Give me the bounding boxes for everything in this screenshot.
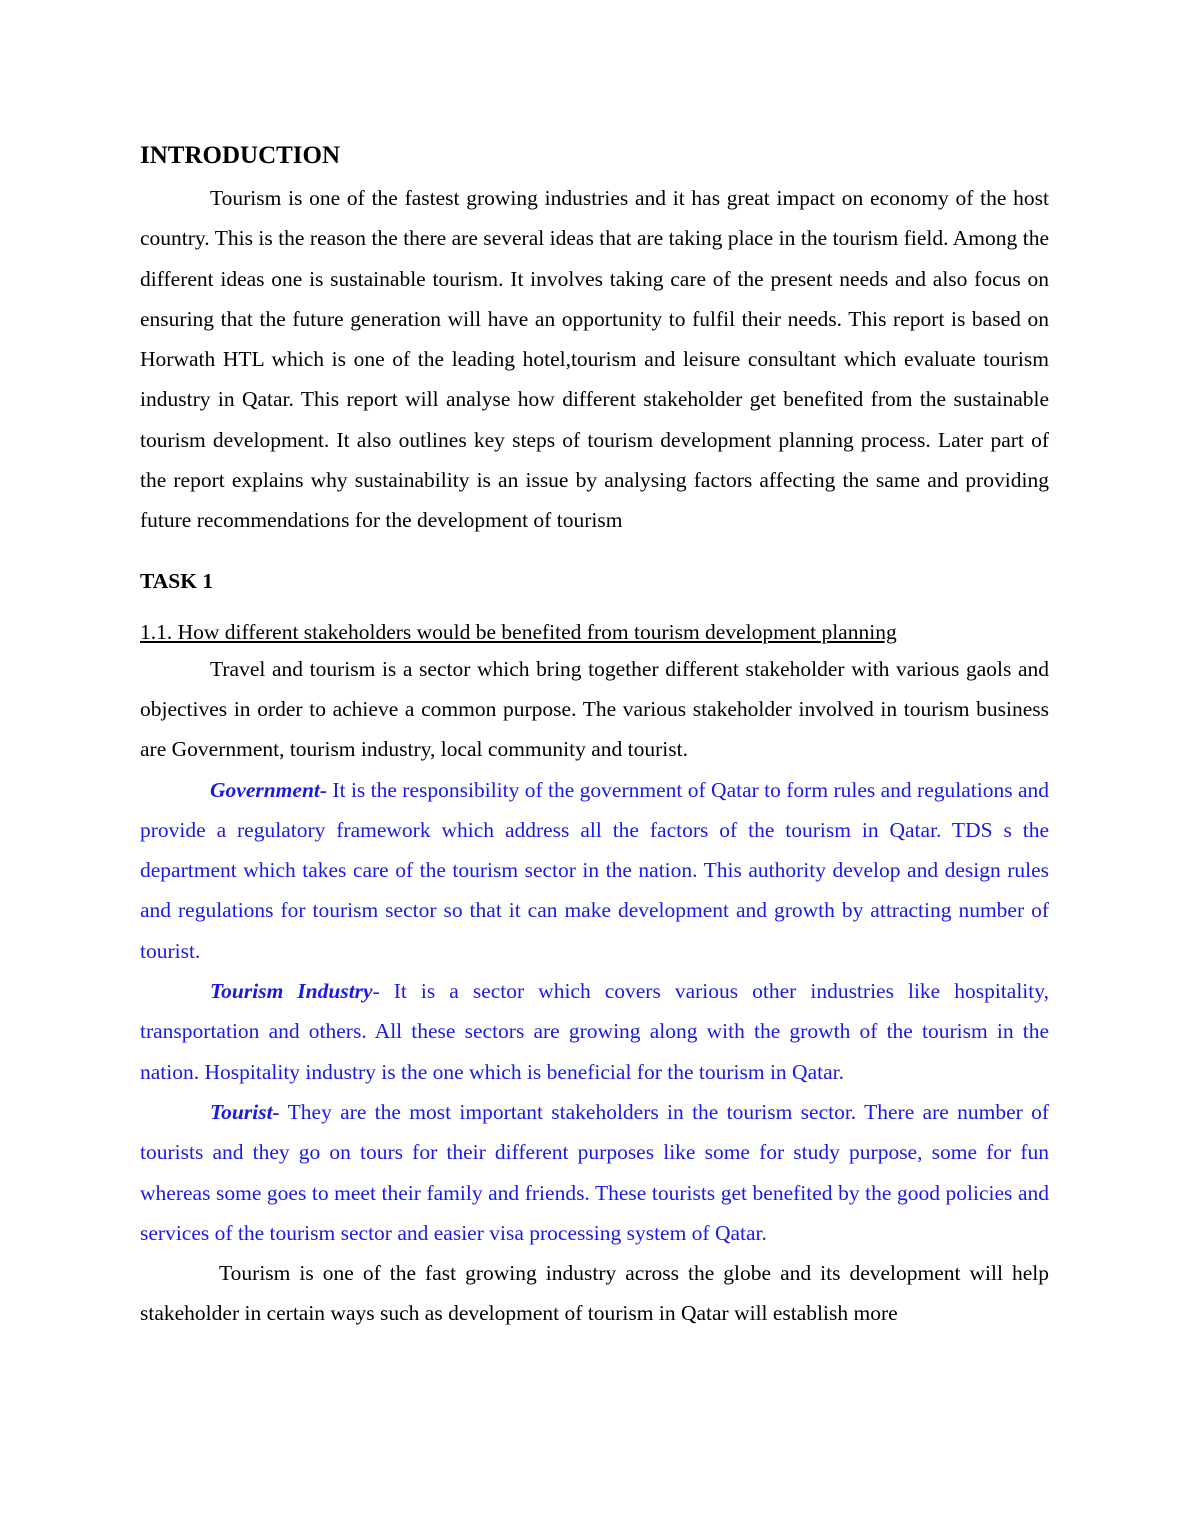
introduction-paragraph: Tourism is one of the fastest growing industries and it has great impact on economy of the host country. This is the reason the there are several ideas that are taking place in the tourism field. Among the different ideas one is sustainable tourism. It involves taking care of the present needs and also focus on ensuring that the future generation will have an opportunity to fulfil their needs. This report is based on Horwath HTL which is one of the leading hotel,tourism and leisure consultant which evaluate tourism industry in Qatar. This report will analyse how different stakeholder get benefited from the sustainable tourism development. It also outlines key steps of tourism development planning process. Later part of the report explains why sustainability is an issue by analysing factors affecting the same and providing future recommendations for the development of tourism	[140, 186, 1049, 533]
introduction-heading: INTRODUCTION	[140, 142, 341, 169]
stakeholder-tourist-paragraph	[140, 1092, 1049, 1253]
stakeholder-term: Tourism Industry	[210, 979, 373, 1004]
section-heading: 1.1. How different stakeholders would be benefited from tourism development planning	[140, 619, 897, 644]
task-heading: TASK 1	[140, 568, 214, 593]
document-page	[140, 138, 1060, 1334]
stakeholder-term: Tourist-	[210, 1099, 280, 1124]
closing-paragraph: Tourism is one of the fast growing industry across the globe and its development will help stakeholder in certain ways such as development of tourism in Qatar will establish more	[140, 1261, 1060, 1326]
stakeholder-text: They are the most important stakeholders in the tourism sector. There are number of tourists and they go on tours for their different purposes like some for study purpose, some for fun whereas some goes to meet their family and friends. These tourists get benefited by the good policies and services of the tourism sector and easier visa processing system of Qatar.	[140, 1099, 1049, 1245]
stakeholder-text: - It is a sector which covers various other industries like hospitality, transportation and others. All these sectors are growing along with the growth of the tourism in the nation. Hospitality industry is the one which is beneficial for the tourism in Qatar.	[140, 979, 1049, 1084]
stakeholder-text: It is the responsibility of the government of Qatar to form rules and regulations and provide a regulatory framework which address all the factors of the tourism in Qatar. TDS s the department which takes care of the tourism sector in the nation. This authority develop and design rules and regulations for tourism sector so that it can make development and growth by attracting number of tourist.	[140, 777, 1049, 963]
stakeholder-industry-paragraph	[140, 971, 1049, 1092]
section-paragraph: Travel and tourism is a sector which bring together different stakeholder with various gaols and objectives in order to achieve a common purpose. The various stakeholder involved in tourism business are Government, tourism industry, local community and tourist.	[140, 656, 1049, 762]
stakeholder-government-paragraph	[140, 770, 1049, 971]
stakeholder-term: Government-	[210, 777, 328, 802]
